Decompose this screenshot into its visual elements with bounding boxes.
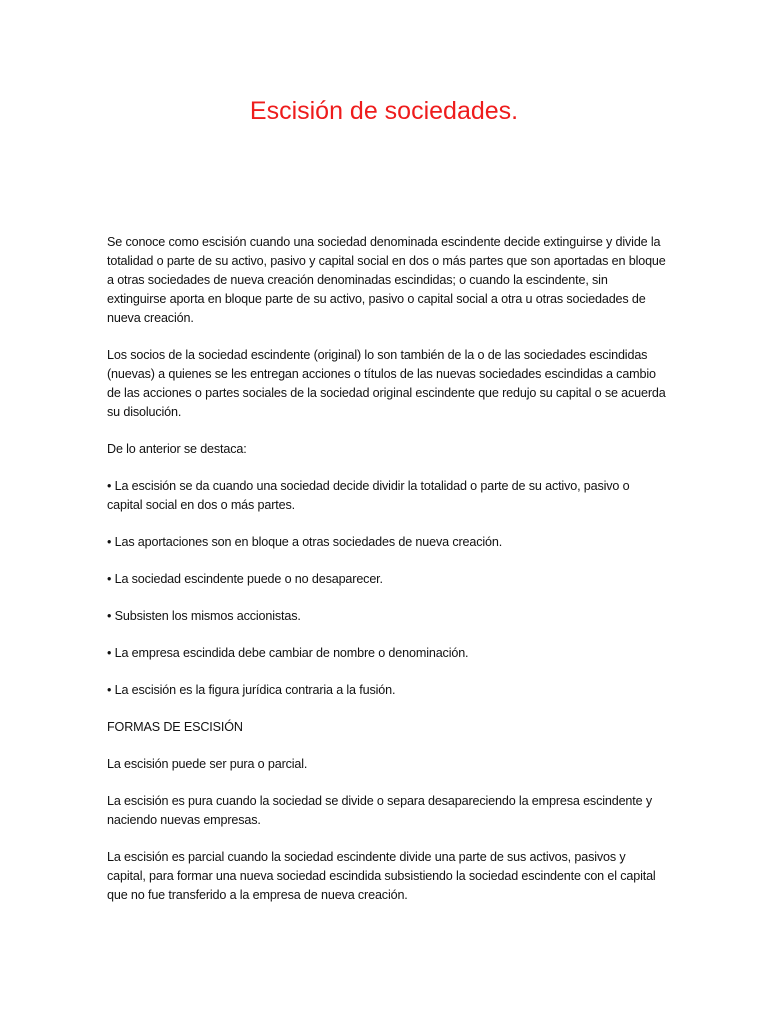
paragraph-pura: La escisión es pura cuando la sociedad se divide o separa desapareciendo la empresa escindente y naciendo nuevas empresas. [107, 794, 652, 827]
bullet-item: • La escisión es la figura jurídica contraria a la fusión. [107, 683, 396, 697]
bullet-item: • La escisión se da cuando una sociedad decide dividir la totalidad o parte de su activo, pasivo o capital social en dos o más partes. [107, 479, 630, 512]
document-body [107, 233, 667, 923]
paragraph-socios: Los socios de la sociedad escindente (original) lo son también de la o de las sociedades escindidas (nuevas) a quienes se les entregan acciones o títulos de las nuevas sociedades escindidas a cambio de las acciones o partes sociales de la sociedad original escindente que redujo su capital o se acuerda su disolución. [107, 348, 666, 419]
paragraph-parcial: La escisión es parcial cuando la sociedad escindente divide una parte de sus activos, pasivos y capital, para formar una nueva sociedad escindida subsistiendo la sociedad escindente con el capital que no fue transferido a la empresa de nueva creación. [107, 850, 656, 902]
bullet-item: • La sociedad escindente puede o no desaparecer. [107, 572, 383, 586]
paragraph-forms: La escisión puede ser pura o parcial. [107, 757, 308, 771]
section-heading: FORMAS DE ESCISIÓN [107, 720, 243, 734]
document-title: Escisión de sociedades. [249, 97, 519, 125]
bullet-item: • Subsisten los mismos accionistas. [107, 609, 301, 623]
paragraph-intro-list: De lo anterior se destaca: [107, 442, 247, 456]
paragraph-definition: Se conoce como escisión cuando una sociedad denominada escindente decide extinguirse y divide la totalidad o parte de su activo, pasivo y capital social en dos o más partes que son aportadas en bloque a otras sociedades de nueva creación denominadas escindidas; o cuando la escindente, sin extinguirse aporta en bloque parte de su activo, pasivo o capital social a otra u otras sociedades de nueva creación. [107, 235, 666, 325]
bullet-item: • Las aportaciones son en bloque a otras sociedades de nueva creación. [107, 535, 503, 549]
bullet-item: • La empresa escindida debe cambiar de nombre o denominación. [107, 646, 469, 660]
